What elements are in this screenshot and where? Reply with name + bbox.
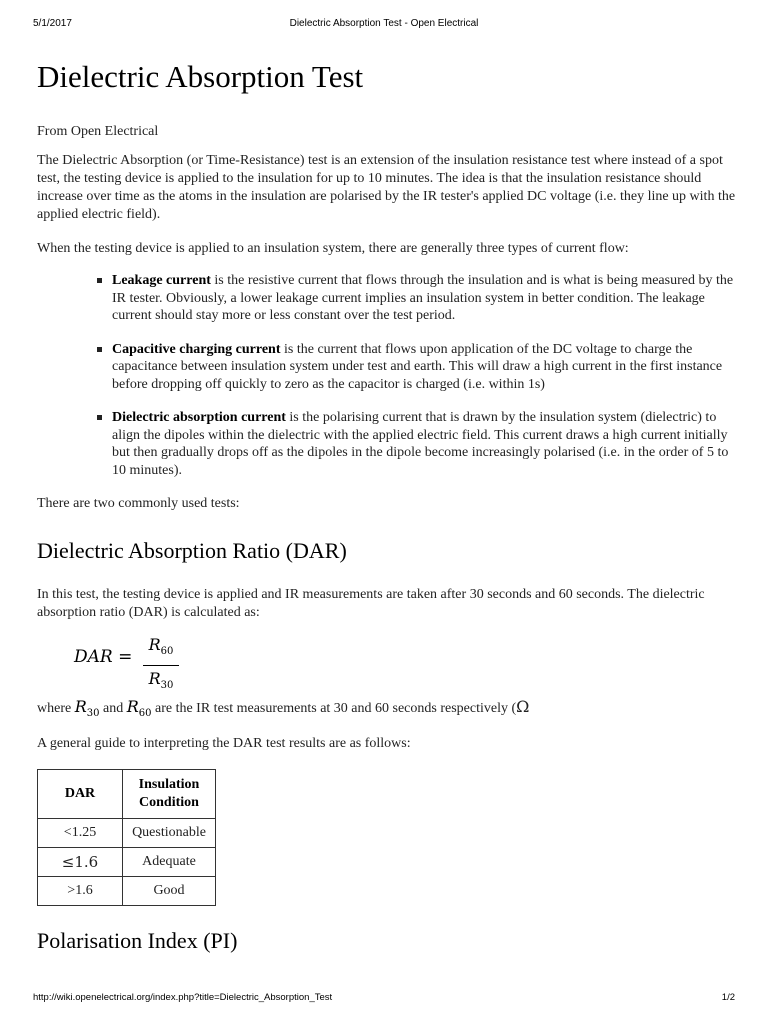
desc-capacitive-charging-current: is the current that flows upon application of the DC voltage to charge the capacitance between insulation system under test and earth. This will draw a high current in the first instance before dropping off quickly to zero as the capacitor is charged (i.e. within 1s) — [112, 341, 723, 392]
var-r60: $R_{60}$ — [126, 697, 152, 720]
formula-denominator: $R_{30}$ — [148, 669, 174, 692]
where-text: where $R_{30}$ and $R_{60}$ are the IR test measurements at 30 and 60 seconds respectively (Ω — [37, 697, 530, 720]
bullet-icon — [97, 278, 102, 283]
list-item-capacitive-charging-current — [112, 341, 737, 394]
dar-formula — [74, 634, 737, 692]
bullet-icon — [97, 415, 102, 420]
list-item-dielectric-absorption-current — [112, 409, 737, 479]
dar-results-table — [37, 769, 216, 906]
page-subtitle: From Open Electrical — [37, 124, 159, 139]
table-header-dar: DAR — [38, 770, 123, 819]
table-cell-dar: <1.25 — [38, 819, 123, 848]
table-row — [38, 848, 216, 877]
table-row — [38, 819, 216, 848]
table-cell-condition: Questionable — [123, 819, 216, 848]
print-url: http://wiki.openelectrical.org/index.php?title=Dielectric_Absorption_Test — [33, 992, 333, 1003]
omega-symbol: Ω — [516, 697, 530, 716]
dar-guide-text: A general guide to interpreting the DAR test results are as follows: — [37, 736, 411, 752]
term-dielectric-absorption-current: Dielectric absorption current — [112, 410, 286, 425]
current-types-intro: When the testing device is applied to an insulation system, there are generally three types of current flow: — [37, 241, 629, 256]
two-tests-text: There are two commonly used tests: — [37, 496, 240, 511]
table-cell-condition: Good — [123, 877, 216, 906]
current-types-list — [37, 272, 737, 479]
print-footer — [33, 992, 735, 1006]
table-row — [38, 877, 216, 906]
dar-heading: Dielectric Absorption Ratio (DAR) — [37, 538, 347, 563]
list-item-leakage-current — [112, 272, 737, 325]
print-date: 5/1/2017 — [33, 18, 72, 29]
term-leakage-current: Leakage current — [112, 273, 211, 288]
table-header-condition: Insulation Condition — [123, 770, 216, 819]
table-cell-condition: Adequate — [123, 848, 216, 877]
page-number: 1/2 — [721, 992, 735, 1003]
print-title: Dielectric Absorption Test - Open Electrical — [289, 18, 479, 29]
page-title: Dielectric Absorption Test — [37, 58, 737, 109]
formula-lhs: DAR = — [74, 647, 133, 667]
term-capacitive-charging-current: Capacitive charging current — [112, 341, 281, 357]
table-cell-dar: ≤1.6 — [38, 848, 123, 877]
desc-dielectric-absorption-current: is the polarising current that is drawn by the insulation system (dielectric) to align the dipoles within the dielectric with the applied electric field. This current draws a high current initially but then gradually drops off as the dipoles in the dipole become increasingly polarised (i.e. in the order of 5 to 10 minutes). — [112, 410, 729, 478]
pi-heading: Polarisation Index (PI) — [37, 928, 238, 954]
intro-paragraph: The Dielectric Absorption (or Time-Resistance) test is an extension of the insulation resistance test where instead of a spot test, the testing device is applied to the insulation for up to 10 minutes. The idea is that the insulation resistance should increase over time as the atoms in the insulation are polarised by the IR tester's applied DC voltage (i.e. they line up with the applied electric field). — [37, 153, 736, 222]
fraction-bar — [143, 665, 179, 666]
table-header-row — [38, 770, 216, 819]
var-r30: $R_{30}$ — [74, 697, 100, 720]
table-cell-dar: >1.6 — [38, 877, 123, 906]
desc-leakage-current: is the resistive current that flows through the insulation and is what is being measured by the IR tester. Obviously, a lower leakage current implies an insulation system in better condition. The leakage current should stay more or less constant over the test period. — [112, 273, 734, 323]
formula-numerator: $R_{60}$ — [148, 635, 174, 658]
print-header — [33, 18, 735, 32]
formula-fraction — [143, 634, 179, 697]
article-content — [37, 58, 737, 955]
dar-description: In this test, the testing device is applied and IR measurements are taken after 30 seconds and 60 seconds. The dielectric absorption ratio (DAR) is calculated as: — [37, 587, 705, 620]
bullet-icon — [97, 347, 102, 352]
